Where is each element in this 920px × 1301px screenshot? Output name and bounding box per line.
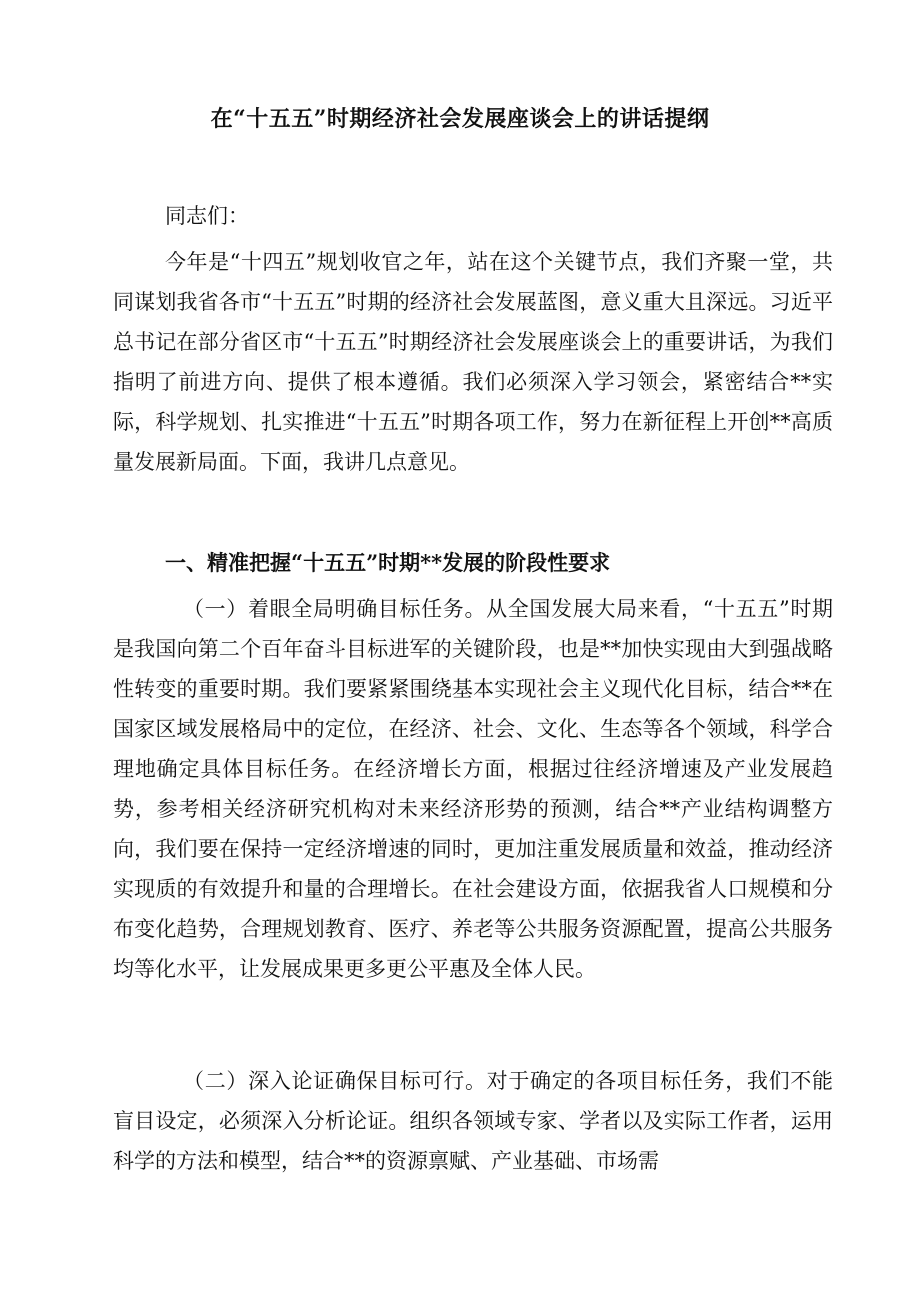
section-heading-1: 一、精准把握“十五五”时期**发展的阶段性要求 [165,550,611,575]
document-title: 在“十五五”时期经济社会发展座谈会上的讲话提纲 [210,106,710,132]
greeting: 同志们： [165,204,249,228]
paragraph-section-1-1: （一）着眼全局明确目标任务。从全国发展大局来看，“十五五”时期是我国向第二个百年奋斗目标进军的关键阶段，也是**加快实现由大到强战略性转变的重要时期。我们要紧紧围绕基本实现社会主义现代化目标，结合**在国家区域发展格局中的定位，在经济、社会、文化、生态等各个领域，科学合理地确定具体目标任务。在经济增长方面，根据过往经济增速及产业发展趋势，参考相关经济研究机构对未来经济形势的预测，结合**产业结构调整方向，我们要在保持一定经济增速的同时，更加注重发展质量和效益，推动经济实现质的有效提升和量的合理增长。在社会建设方面，依据我省人口规模和分布变化趋势，合理规划教育、医疗、养老等公共服务资源配置，提高公共服务均等化水平，让发展成果更多更公平惠及全体人民。 [113,597,833,981]
paragraph-intro: 今年是“十四五”规划收官之年，站在这个关键节点，我们齐聚一堂，共同谋划我省各市“十五五”时期的经济社会发展蓝图，意义重大且深远。习近平总书记在部分省区市“十五五”时期经济社会发展座谈会上的重要讲话，为我们指明了前进方向、提供了根本遵循。我们必须深入学习领会，紧密结合**实际，科学规划、扎实推进“十五五”时期各项工作，努力在新征程上开创**高质量发展新局面。下面，我讲几点意见。 [113,250,833,474]
paragraph-section-1-2: （二）深入论证确保目标可行。对于确定的各项目标任务，我们不能盲目设定，必须深入分析论证。组织各领域专家、学者以及实际工作者，运用科学的方法和模型，结合**的资源禀赋、产业基础、市场需 [113,1069,833,1173]
